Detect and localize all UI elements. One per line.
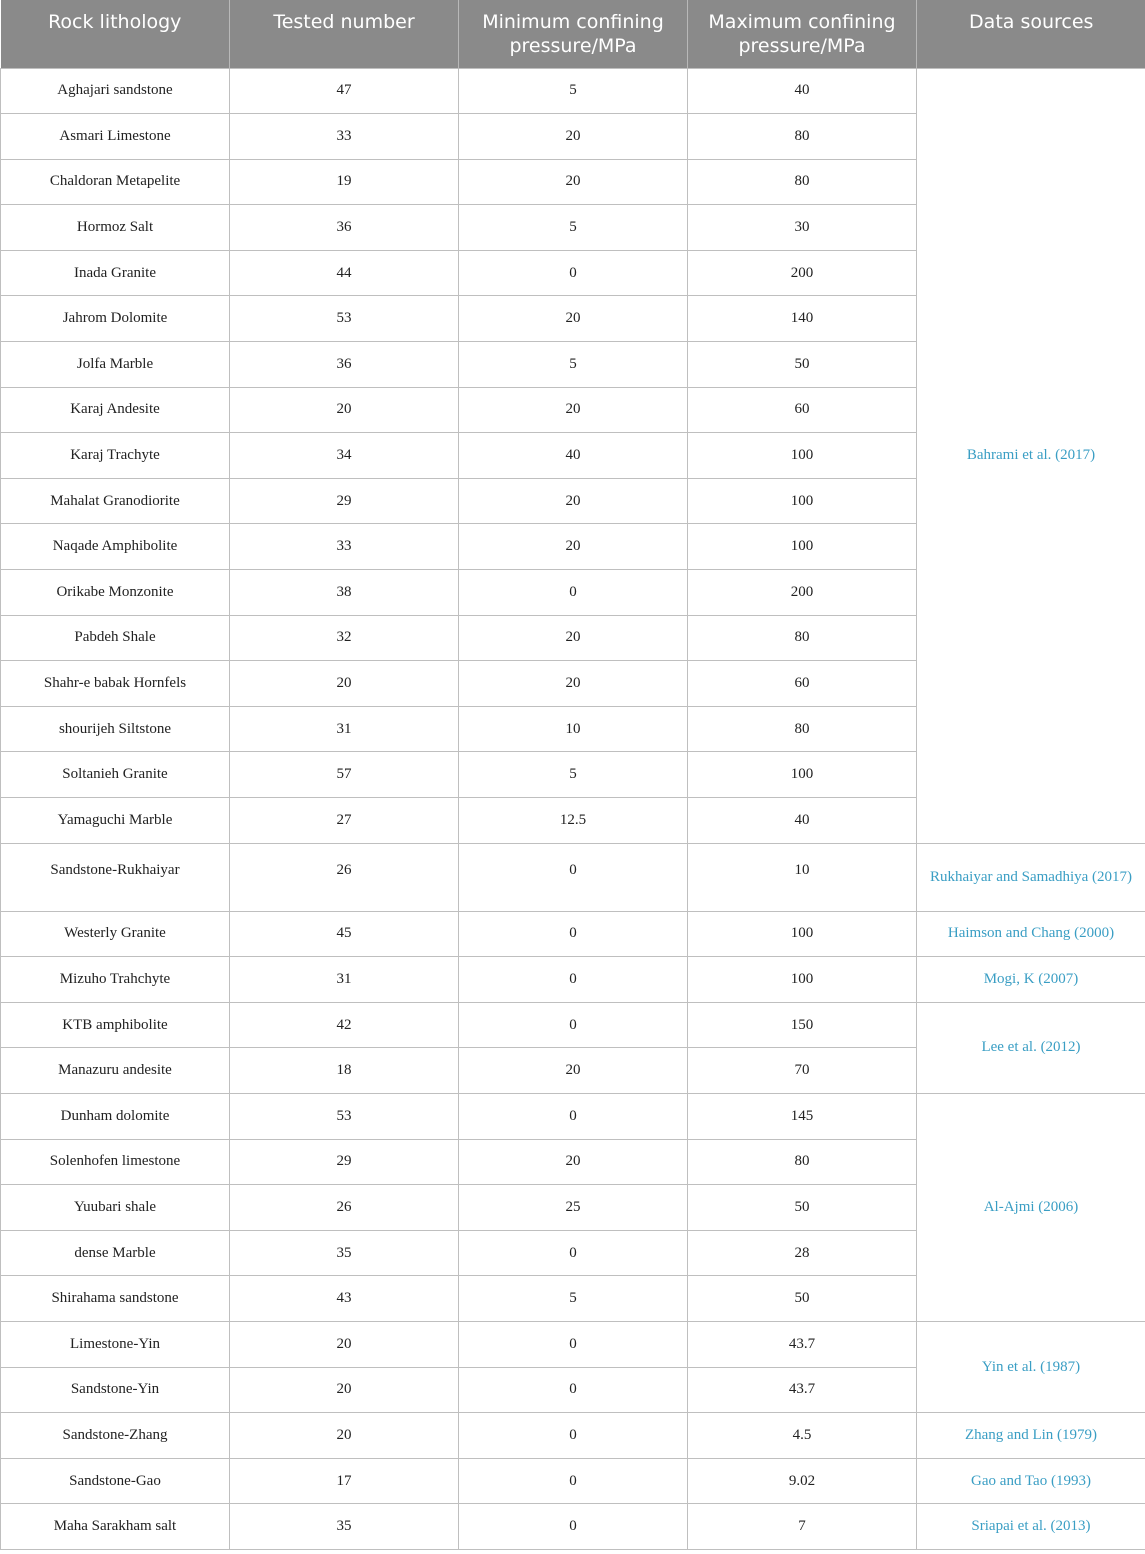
cell-tested: 17 bbox=[230, 1458, 459, 1504]
cell-lithology: Limestone-Yin bbox=[1, 1321, 230, 1367]
cell-max: 100 bbox=[688, 433, 917, 479]
cell-min: 20 bbox=[459, 114, 688, 160]
cell-tested: 20 bbox=[230, 661, 459, 707]
cell-tested: 19 bbox=[230, 159, 459, 205]
table-row bbox=[1, 68, 1145, 114]
table-row bbox=[1, 911, 1145, 957]
cell-min: 20 bbox=[459, 296, 688, 342]
table-row bbox=[1, 843, 1145, 911]
cell-min: 20 bbox=[459, 1048, 688, 1094]
cell-max: 80 bbox=[688, 159, 917, 205]
cell-lithology: dense Marble bbox=[1, 1230, 230, 1276]
cell-max: 140 bbox=[688, 296, 917, 342]
cell-min: 0 bbox=[459, 250, 688, 296]
cell-min: 5 bbox=[459, 342, 688, 388]
cell-lithology: shourijeh Siltstone bbox=[1, 706, 230, 752]
source-link[interactable]: Gao and Tao (1993) bbox=[917, 1458, 1145, 1504]
cell-tested: 53 bbox=[230, 1093, 459, 1139]
cell-lithology: Karaj Andesite bbox=[1, 387, 230, 433]
cell-max: 50 bbox=[688, 1276, 917, 1322]
cell-tested: 35 bbox=[230, 1230, 459, 1276]
cell-tested: 20 bbox=[230, 387, 459, 433]
cell-min: 5 bbox=[459, 205, 688, 251]
cell-max: 10 bbox=[688, 843, 917, 911]
cell-min: 10 bbox=[459, 706, 688, 752]
source-link[interactable]: Mogi, K (2007) bbox=[917, 957, 1145, 1003]
cell-lithology: Sandstone-Gao bbox=[1, 1458, 230, 1504]
cell-lithology: Mizuho Trahchyte bbox=[1, 957, 230, 1003]
cell-min: 0 bbox=[459, 1093, 688, 1139]
cell-lithology: Hormoz Salt bbox=[1, 205, 230, 251]
table-row bbox=[1, 957, 1145, 1003]
cell-min: 40 bbox=[459, 433, 688, 479]
cell-min: 0 bbox=[459, 1230, 688, 1276]
cell-lithology: Sandstone-Rukhaiyar bbox=[1, 843, 230, 911]
cell-max: 50 bbox=[688, 342, 917, 388]
cell-max: 50 bbox=[688, 1185, 917, 1231]
cell-min: 20 bbox=[459, 159, 688, 205]
cell-lithology: Sandstone-Yin bbox=[1, 1367, 230, 1413]
cell-min: 0 bbox=[459, 1367, 688, 1413]
table-row bbox=[1, 1504, 1145, 1550]
cell-max: 28 bbox=[688, 1230, 917, 1276]
cell-tested: 45 bbox=[230, 911, 459, 957]
cell-lithology: Naqade Amphibolite bbox=[1, 524, 230, 570]
cell-max: 80 bbox=[688, 1139, 917, 1185]
cell-tested: 32 bbox=[230, 615, 459, 661]
cell-lithology: Yamaguchi Marble bbox=[1, 798, 230, 844]
cell-tested: 33 bbox=[230, 114, 459, 160]
cell-max: 60 bbox=[688, 661, 917, 707]
cell-max: 70 bbox=[688, 1048, 917, 1094]
cell-lithology: Shahr-e babak Hornfels bbox=[1, 661, 230, 707]
cell-min: 5 bbox=[459, 752, 688, 798]
header-max-pressure: Maximum confining pressure/MPa bbox=[688, 0, 917, 68]
cell-tested: 57 bbox=[230, 752, 459, 798]
cell-max: 4.5 bbox=[688, 1413, 917, 1459]
cell-min: 20 bbox=[459, 1139, 688, 1185]
cell-max: 145 bbox=[688, 1093, 917, 1139]
cell-max: 100 bbox=[688, 478, 917, 524]
cell-max: 200 bbox=[688, 570, 917, 616]
cell-lithology: Dunham dolomite bbox=[1, 1093, 230, 1139]
cell-tested: 31 bbox=[230, 706, 459, 752]
cell-tested: 53 bbox=[230, 296, 459, 342]
cell-lithology: Asmari Limestone bbox=[1, 114, 230, 160]
cell-min: 0 bbox=[459, 911, 688, 957]
cell-max: 43.7 bbox=[688, 1367, 917, 1413]
cell-min: 0 bbox=[459, 1413, 688, 1459]
source-link[interactable]: Bahrami et al. (2017) bbox=[917, 68, 1145, 843]
cell-min: 5 bbox=[459, 1276, 688, 1322]
cell-min: 5 bbox=[459, 68, 688, 114]
cell-max: 40 bbox=[688, 68, 917, 114]
cell-tested: 20 bbox=[230, 1321, 459, 1367]
source-link[interactable]: Al-Ajmi (2006) bbox=[917, 1093, 1145, 1321]
table-row bbox=[1, 1093, 1145, 1139]
cell-min: 20 bbox=[459, 387, 688, 433]
cell-min: 0 bbox=[459, 957, 688, 1003]
table-row bbox=[1, 1413, 1145, 1459]
cell-min: 0 bbox=[459, 1458, 688, 1504]
cell-tested: 35 bbox=[230, 1504, 459, 1550]
cell-lithology: Manazuru andesite bbox=[1, 1048, 230, 1094]
cell-lithology: Sandstone-Zhang bbox=[1, 1413, 230, 1459]
header-data-sources: Data sources bbox=[917, 0, 1145, 68]
cell-tested: 36 bbox=[230, 205, 459, 251]
cell-lithology: Mahalat Granodiorite bbox=[1, 478, 230, 524]
cell-max: 100 bbox=[688, 911, 917, 957]
cell-min: 0 bbox=[459, 570, 688, 616]
cell-lithology: Inada Granite bbox=[1, 250, 230, 296]
cell-tested: 42 bbox=[230, 1002, 459, 1048]
cell-min: 0 bbox=[459, 1321, 688, 1367]
cell-tested: 29 bbox=[230, 1139, 459, 1185]
cell-tested: 20 bbox=[230, 1413, 459, 1459]
cell-lithology: Soltanieh Granite bbox=[1, 752, 230, 798]
cell-lithology: Westerly Granite bbox=[1, 911, 230, 957]
table-row bbox=[1, 1458, 1145, 1504]
cell-tested: 44 bbox=[230, 250, 459, 296]
cell-min: 20 bbox=[459, 524, 688, 570]
source-link[interactable]: Haimson and Chang (2000) bbox=[917, 911, 1145, 957]
cell-max: 80 bbox=[688, 114, 917, 160]
cell-max: 7 bbox=[688, 1504, 917, 1550]
cell-max: 40 bbox=[688, 798, 917, 844]
cell-max: 100 bbox=[688, 524, 917, 570]
cell-lithology: Pabdeh Shale bbox=[1, 615, 230, 661]
source-link[interactable]: Yin et al. (1987) bbox=[917, 1321, 1145, 1412]
cell-lithology: Aghajari sandstone bbox=[1, 68, 230, 114]
cell-max: 9.02 bbox=[688, 1458, 917, 1504]
cell-min: 20 bbox=[459, 478, 688, 524]
table-row bbox=[1, 1002, 1145, 1048]
header-rock-lithology: Rock lithology bbox=[1, 0, 230, 68]
source-link[interactable]: Zhang and Lin (1979) bbox=[917, 1413, 1145, 1459]
header-tested-number: Tested number bbox=[230, 0, 459, 68]
header-min-pressure: Minimum confining pressure/MPa bbox=[459, 0, 688, 68]
cell-min: 25 bbox=[459, 1185, 688, 1231]
cell-max: 200 bbox=[688, 250, 917, 296]
header-row bbox=[1, 0, 1145, 68]
cell-min: 0 bbox=[459, 1504, 688, 1550]
cell-lithology: Jahrom Dolomite bbox=[1, 296, 230, 342]
cell-tested: 31 bbox=[230, 957, 459, 1003]
cell-tested: 47 bbox=[230, 68, 459, 114]
cell-max: 80 bbox=[688, 615, 917, 661]
cell-max: 100 bbox=[688, 957, 917, 1003]
cell-tested: 26 bbox=[230, 843, 459, 911]
source-link[interactable]: Lee et al. (2012) bbox=[917, 1002, 1145, 1093]
cell-tested: 26 bbox=[230, 1185, 459, 1231]
cell-min: 0 bbox=[459, 843, 688, 911]
cell-tested: 20 bbox=[230, 1367, 459, 1413]
source-link[interactable]: Rukhaiyar and Samadhiya (2017) bbox=[917, 843, 1145, 911]
table-row bbox=[1, 1321, 1145, 1367]
cell-lithology: Karaj Trachyte bbox=[1, 433, 230, 479]
cell-lithology: Yuubari shale bbox=[1, 1185, 230, 1231]
cell-tested: 33 bbox=[230, 524, 459, 570]
cell-min: 20 bbox=[459, 661, 688, 707]
cell-min: 0 bbox=[459, 1002, 688, 1048]
cell-lithology: Maha Sarakham salt bbox=[1, 1504, 230, 1550]
cell-max: 100 bbox=[688, 752, 917, 798]
cell-max: 80 bbox=[688, 706, 917, 752]
cell-tested: 27 bbox=[230, 798, 459, 844]
cell-tested: 38 bbox=[230, 570, 459, 616]
cell-min: 12.5 bbox=[459, 798, 688, 844]
source-link[interactable]: Sriapai et al. (2013) bbox=[917, 1504, 1145, 1550]
cell-tested: 36 bbox=[230, 342, 459, 388]
cell-lithology: Jolfa Marble bbox=[1, 342, 230, 388]
cell-max: 30 bbox=[688, 205, 917, 251]
cell-lithology: Chaldoran Metapelite bbox=[1, 159, 230, 205]
cell-lithology: KTB amphibolite bbox=[1, 1002, 230, 1048]
cell-max: 60 bbox=[688, 387, 917, 433]
cell-lithology: Orikabe Monzonite bbox=[1, 570, 230, 616]
cell-lithology: Shirahama sandstone bbox=[1, 1276, 230, 1322]
cell-max: 150 bbox=[688, 1002, 917, 1048]
cell-tested: 43 bbox=[230, 1276, 459, 1322]
cell-min: 20 bbox=[459, 615, 688, 661]
cell-tested: 18 bbox=[230, 1048, 459, 1094]
cell-tested: 29 bbox=[230, 478, 459, 524]
cell-tested: 34 bbox=[230, 433, 459, 479]
cell-max: 43.7 bbox=[688, 1321, 917, 1367]
cell-lithology: Solenhofen limestone bbox=[1, 1139, 230, 1185]
